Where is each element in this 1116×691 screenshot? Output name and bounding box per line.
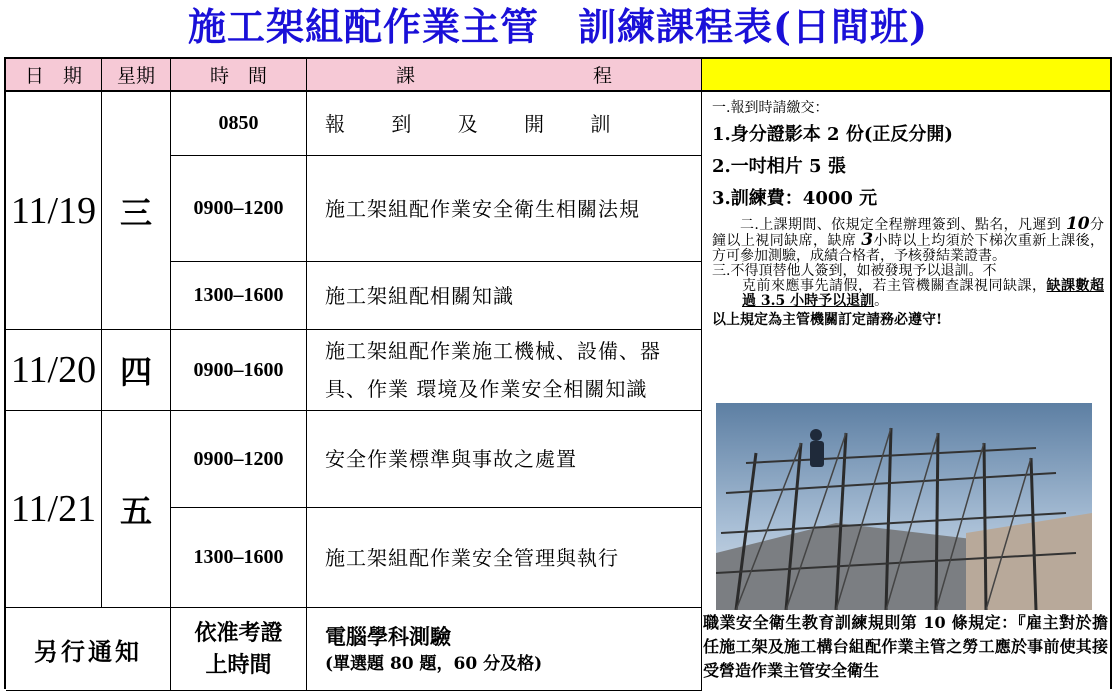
weekday-cell: 四 [102,330,171,411]
notes-final: 以上規定為主管機關訂定請務必遵守! [712,312,943,328]
exam-date-cell: 另行通知 [6,608,171,691]
rule-text: 小時以上均須於下梯次重新上課後，方可參加測驗，成績合格者，予核發結業證書。 [712,233,1104,264]
header-course-left: 課 [395,65,415,87]
notes-rule-two [712,214,1105,264]
time-cell: 1300–1600 [171,508,307,608]
date-cell: 11/20 [6,330,102,411]
course-cell: 報 到 及 開 訓 [307,92,702,156]
header-time: 時 間 [171,59,307,92]
header-course [307,59,702,92]
rule-text: 。 [874,293,889,309]
rule-text: 三.不得頂替他人簽到，如被發現予以退訓。不 [712,263,997,279]
rule-emphasis: 缺課數超過 3.5 小時予以退訓 [742,278,1104,309]
exam-title: 電腦學科測驗 [325,624,451,649]
time-cell: 0850 [171,92,307,156]
exam-time-line: 依准考證 [194,620,283,646]
time-cell: 0900–1200 [171,156,307,262]
exam-course-cell [307,608,702,691]
legal-citation: 職業安全衛生教育訓練規則第 10 條規定：『雇主對於擔任施工架及施工構台組配作業主管之勞工應於事前使其接受營造作業主管安全衛生 [703,613,1108,680]
course-cell: 施工架組配作業安全衛生相關法規 [307,156,702,262]
scaffold-illustration [716,403,1092,610]
scaffold-photo [716,403,1092,610]
weekday-cell: 五 [102,411,171,608]
course-cell: 安全作業標準與事故之處置 [307,411,702,508]
exam-time-cell [171,608,307,691]
notes-rule-three [712,264,1104,279]
course-cell: 施工架組配相關知識 [307,262,702,330]
weekday-cell: 三 [102,92,171,330]
header-course-right: 程 [592,65,612,87]
time-cell: 1300–1600 [171,262,307,330]
header-highlight [702,59,1110,92]
course-line: 施工架組配作業施工機械、設備、器 [325,339,661,363]
time-cell: 0900–1200 [171,411,307,508]
exam-time-line: 上時間 [205,652,272,678]
rule-text: 二.上課期間、依規定全程辦理簽到、點名，凡遲到 [740,217,1066,233]
notes-rule-three-cont [712,279,1104,309]
notes-item: 1.身分證影本 2 份(正反分開) [712,124,953,145]
notes-item: 3.訓練費：4000 元 [712,188,878,209]
rule-number: 10 [1065,214,1090,234]
rule-number: 3 [861,230,874,250]
header-date: 日 期 [6,59,102,92]
exam-subtitle: (單選題 80 題，60 分及格) [325,654,543,674]
date-cell: 11/19 [6,92,102,330]
notes-item: 2.一吋相片 5 張 [712,156,846,177]
page-title: 施工架組配作業主管 訓練課程表(日間班) [188,4,928,49]
rule-text: 克前來應事先請假，若主管機關查課視同缺課， [742,278,1047,294]
course-cell: 施工架組配作業安全管理與執行 [307,508,702,608]
course-line: 具、作業 環境及作業安全相關知識 [325,377,648,401]
notes-intro: 一.報到時請繳交： [712,100,829,116]
course-cell [307,330,702,411]
header-weekday: 星期 [102,59,171,92]
rule-text: 分鐘以上視同缺席，缺席 [712,217,1105,249]
date-cell: 11/21 [6,411,102,608]
time-cell: 0900–1600 [171,330,307,411]
